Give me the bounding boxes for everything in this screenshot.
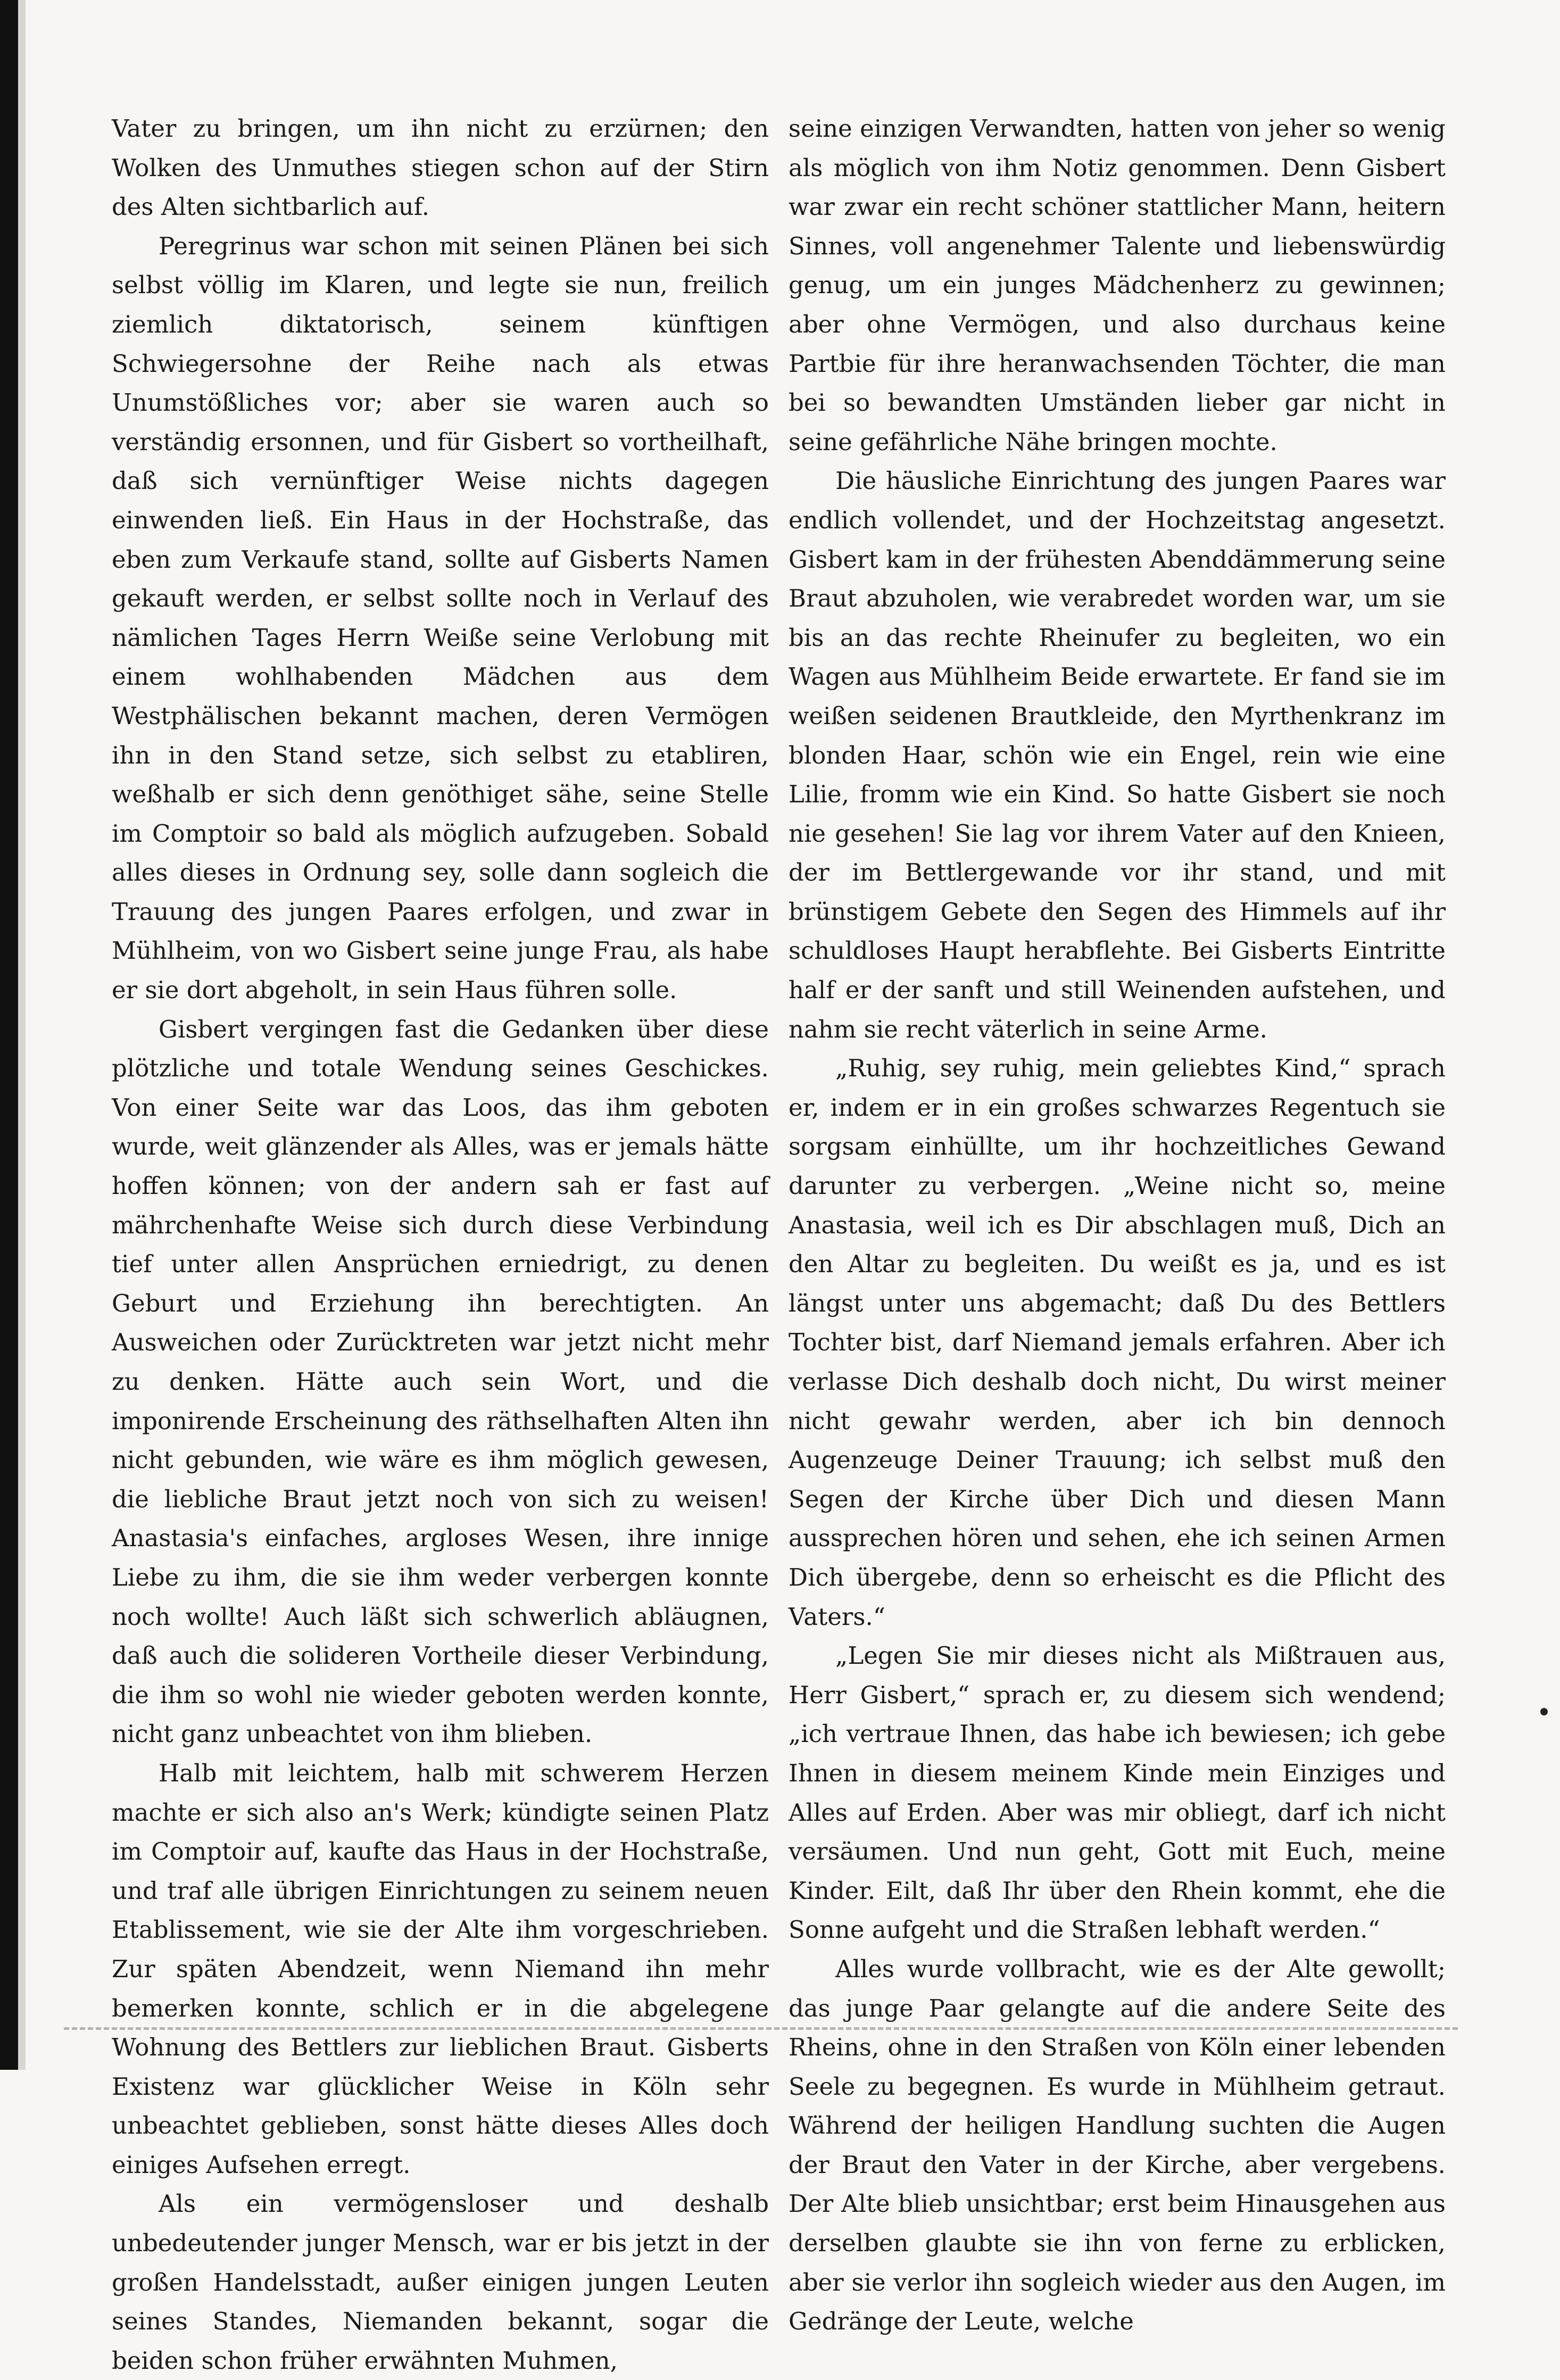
- paragraph: Die häusliche Einrichtung des jungen Paares war endlich vollendet, und der Hochzeitstag angesetzt. Gisbert kam in der frühesten Abenddämmerung seine Braut abzuholen, wie verabredet worden war, um sie bis an das rechte Rheinufer zu begleiten, wo ein Wagen aus Mühlheim Beide erwartete. Er fand sie im weißen seidenen Brautkleide, den Myrthenkranz im blonden Haar, schön wie ein Engel, rein wie eine Lilie, fromm wie ein Kind. So hatte Gisbert sie noch nie gesehen! Sie lag vor ihrem Vater auf den Knieen, der im Bettlergewande vor ihr stand, und mit brünstigem Gebete den Segen des Himmels auf ihr schuldloses Haupt herabflehte. Bei Gisberts Eintritte half er der sanft und still Weinenden aufstehen, und nahm sie recht väterlich in seine Arme.: [789, 467, 1446, 1043]
- paragraph: Alles wurde vollbracht, wie es der Alte gewollt; das junge Paar gelangte auf die andere Seite des Rheins, ohne in den Straßen von Köln einer lebenden Seele zu begegnen. Es wurde in Mühlheim getraut. Während der heiligen Handlung suchten die Augen der Braut den Vater in der Kirche, aber vergebens. Der Alte blieb unsichtbar; erst beim Hinausgehen aus derselben glaubte sie ihn von ferne zu erblicken, aber sie verlor ihn sogleich wieder aus den Augen, im Gedränge der Leute, welche: [789, 1954, 1446, 2336]
- paragraph: seine einzigen Verwandten, hatten von jeher so wenig als möglich von ihm Notiz genommen. Denn Gisbert war zwar ein recht schöner stattlicher Mann, heitern Sinnes, voll angenehmer Talente und liebenswürdig genug, um ein junges Mädchenherz zu gewinnen; aber ohne Vermögen, und also durchaus keine Partbie für ihre heranwachsenden Töchter, die man bei so bewandten Umständen lieber gar nicht in seine gefährliche Nähe bringen mochte.: [789, 114, 1446, 456]
- scan-speck: [1540, 1708, 1548, 1715]
- scan-page-margin: [18, 0, 26, 2070]
- paragraph: Gisbert vergingen fast die Gedanken über diese plötzliche und totale Wendung seines Geschickes. Von einer Seite war das Loos, das ihm geboten wurde, weit glänzender als Alles, was er jemals hätte hoffen können; von der andern sah er fast auf mährchenhafte Weise sich durch diese Verbindung tief unter allen Ansprüchen erniedrigt, zu denen Geburt und Erziehung ihn berechtigten. An Ausweichen oder Zurücktreten war jetzt nicht mehr zu denken. Hätte auch sein Wort, und die imponirende Erscheinung des räthselhaften Alten ihn nicht gebunden, wie wäre es ihm möglich gewesen, die liebliche Braut jetzt noch von sich zu weisen! Anastasia's einfaches, argloses Wesen, ihre innige Liebe zu ihm, die sie ihm weder verbergen konnte noch wollte! Auch läßt sich schwerlich abläugnen, daß auch die solideren Vortheile dieser Verbindung, die ihm so wohl nie wieder geboten werden konnte, nicht ganz unbeachtet von ihm blieben.: [112, 1015, 769, 1748]
- paragraph: „Ruhig, sey ruhig, mein geliebtes Kind,“ sprach er, indem er in ein großes schwarzes Regentuch sie sorgsam einhüllte, um ihr hochzeitliches Gewand darunter zu verbergen. „Weine nicht so, meine Anastasia, weil ich es Dir abschlagen muß, Dich an den Altar zu begleiten. Du weißt es ja, und es ist längst unter uns abgemacht; daß Du des Bettlers Tochter bist, darf Niemand jemals erfahren. Aber ich verlasse Dich deshalb doch nicht, Du wirst meiner nicht gewahr werden, aber ich bin dennoch Augenzeuge Deiner Trauung; ich selbst muß den Segen der Kirche über Dich und diesen Mann aussprechen hören und sehen, ehe ich seinen Armen Dich übergebe, denn so erheischt es die Pflicht des Vaters.“: [789, 1054, 1446, 1631]
- paragraph: Als ein vermögensloser und deshalb unbedeutender junger Mensch, war er bis jetzt in der großen Handelsstadt, außer einigen jungen Leuten seines Standes, Niemanden bekannt, sogar die beiden schon früher erwähnten Muhmen,: [112, 2190, 769, 2375]
- paragraph: Vater zu bringen, um ihn nicht zu erzürnen; den Wolken des Unmuthes stiegen schon auf der Stirn des Alten sichtbarlich auf.: [112, 114, 769, 221]
- left-text-column: [112, 109, 769, 2380]
- bottom-decorative-rule: [64, 2027, 1458, 2030]
- right-text-column: [789, 109, 1446, 2341]
- paragraph: Peregrinus war schon mit seinen Plänen bei sich selbst völlig im Klaren, und legte sie nun, freilich ziemlich diktatorisch, seinem künftigen Schwiegersohne der Reihe nach als etwas Unumstößliches vor; aber sie waren auch so verständig ersonnen, und für Gisbert so vortheilhaft, daß sich vernünftiger Weise nichts dagegen einwenden ließ. Ein Haus in der Hochstraße, das eben zum Verkaufe stand, sollte auf Gisberts Namen gekauft werden, er selbst sollte noch in Verlauf des nämlichen Tages Herrn Weiße seine Verlobung mit einem wohlhabenden Mädchen aus dem Westphälischen bekannt machen, deren Vermögen ihn in den Stand setze, sich selbst zu etabliren, weßhalb er sich denn genöthiget sähe, seine Stelle im Comptoir so bald als möglich aufzugeben. Sobald alles dieses in Ordnung sey, solle dann sogleich die Trauung des jungen Paares erfolgen, und zwar in Mühlheim, von wo Gisbert seine junge Frau, als habe er sie dort abgeholt, in sein Haus führen solle.: [112, 231, 769, 1005]
- paragraph: „Legen Sie mir dieses nicht als Mißtrauen aus, Herr Gisbert,“ sprach er, zu diesem sich wendend; „ich vertraue Ihnen, das habe ich bewiesen; ich gebe Ihnen in diesem meinem Kinde mein Einziges und Alles auf Erden. Aber was mir obliegt, darf ich nicht versäumen. Und nun geht, Gott mit Euch, meine Kinder. Eilt, daß Ihr über den Rhein kommt, ehe die Sonne aufgeht und die Straßen lebhaft werden.“: [789, 1641, 1446, 1944]
- scan-binding-edge: [0, 0, 18, 2070]
- paragraph: Halb mit leichtem, halb mit schwerem Herzen machte er sich also an's Werk; kündigte seinen Platz im Comptoir auf, kaufte das Haus in der Hochstraße, und traf alle übrigen Einrichtungen zu seinem neuen Etablissement, wie sie der Alte ihm vorgeschrieben. Zur späten Abendzeit, wenn Niemand ihn mehr bemerken konnte, schlich er in die abgelegene Wohnung des Bettlers zur lieblichen Braut. Gisberts Existenz war glücklicher Weise in Köln sehr unbeachtet geblieben, sonst hätte dieses Alles doch einiges Aufsehen erregt.: [112, 1759, 769, 2179]
